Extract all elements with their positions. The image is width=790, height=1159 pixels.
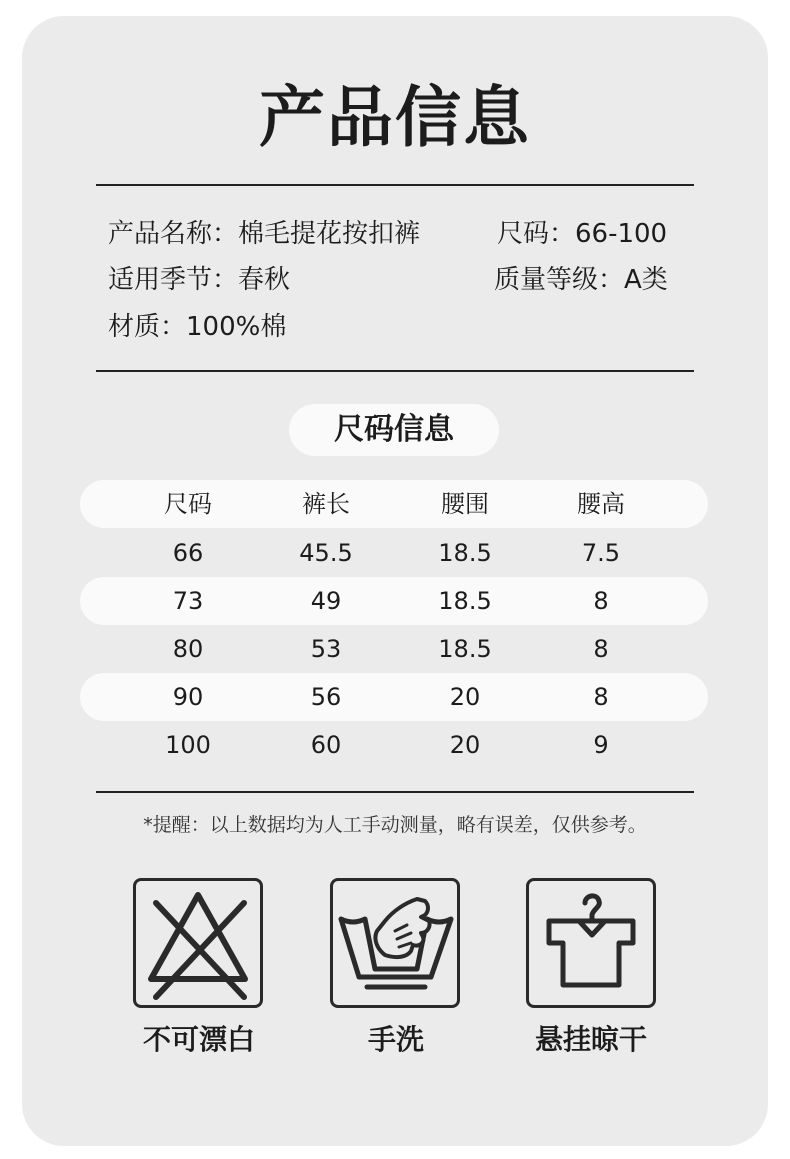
- cell-waist: 20: [449, 731, 481, 759]
- product-material: 材质：100%棉: [108, 312, 287, 342]
- cell-length: 53: [310, 635, 342, 663]
- table-header-row: [80, 480, 708, 528]
- product-size: 尺码：66-100: [497, 219, 668, 249]
- care-label: 悬挂晾干: [534, 1023, 647, 1056]
- product-season: 适用季节：春秋: [108, 265, 291, 295]
- care-label: 手洗: [367, 1023, 424, 1056]
- cell-waist: 18.5: [438, 587, 492, 615]
- cell-size: 100: [165, 731, 211, 759]
- no-bleach-icon: [133, 878, 263, 1008]
- header-size: 尺码: [164, 490, 212, 518]
- size-section-title: 尺码信息: [289, 404, 499, 456]
- cell-length: 49: [310, 587, 342, 615]
- cell-size: 66: [172, 539, 204, 567]
- cell-waist: 18.5: [438, 635, 492, 663]
- table-row: [80, 577, 708, 625]
- cell-size: 90: [172, 683, 204, 711]
- table-row: [80, 721, 708, 769]
- cell-waist-height: 9: [593, 731, 609, 759]
- cell-waist-height: 7.5: [581, 539, 621, 567]
- table-row: [80, 673, 708, 721]
- cell-waist: 20: [449, 683, 481, 711]
- cell-length: 56: [310, 683, 342, 711]
- divider: [96, 791, 694, 793]
- measurement-note: *提醒：以上数据均为人工手动测量，略有误差，仅供参考。: [143, 814, 647, 836]
- table-row: [80, 625, 708, 673]
- cell-waist-height: 8: [593, 587, 609, 615]
- cell-waist: 18.5: [438, 539, 492, 567]
- hand-wash-icon: [330, 878, 460, 1008]
- cell-waist-height: 8: [593, 683, 609, 711]
- hang-dry-icon: [526, 878, 656, 1008]
- table-row: [80, 529, 708, 577]
- cell-size: 80: [172, 635, 204, 663]
- header-length: 裤长: [302, 490, 350, 518]
- divider: [96, 370, 694, 372]
- divider: [96, 184, 694, 186]
- cell-size: 73: [172, 587, 204, 615]
- page-title: 产品信息: [259, 79, 531, 156]
- cell-waist-height: 8: [593, 635, 609, 663]
- product-grade: 质量等级：A类: [494, 265, 668, 295]
- care-label: 不可漂白: [142, 1023, 255, 1056]
- product-name: 产品名称：棉毛提花按扣裤: [108, 219, 421, 249]
- cell-length: 60: [310, 731, 342, 759]
- header-waist-height: 腰高: [577, 490, 625, 518]
- header-waist: 腰围: [441, 490, 489, 518]
- cell-length: 45.5: [299, 539, 353, 567]
